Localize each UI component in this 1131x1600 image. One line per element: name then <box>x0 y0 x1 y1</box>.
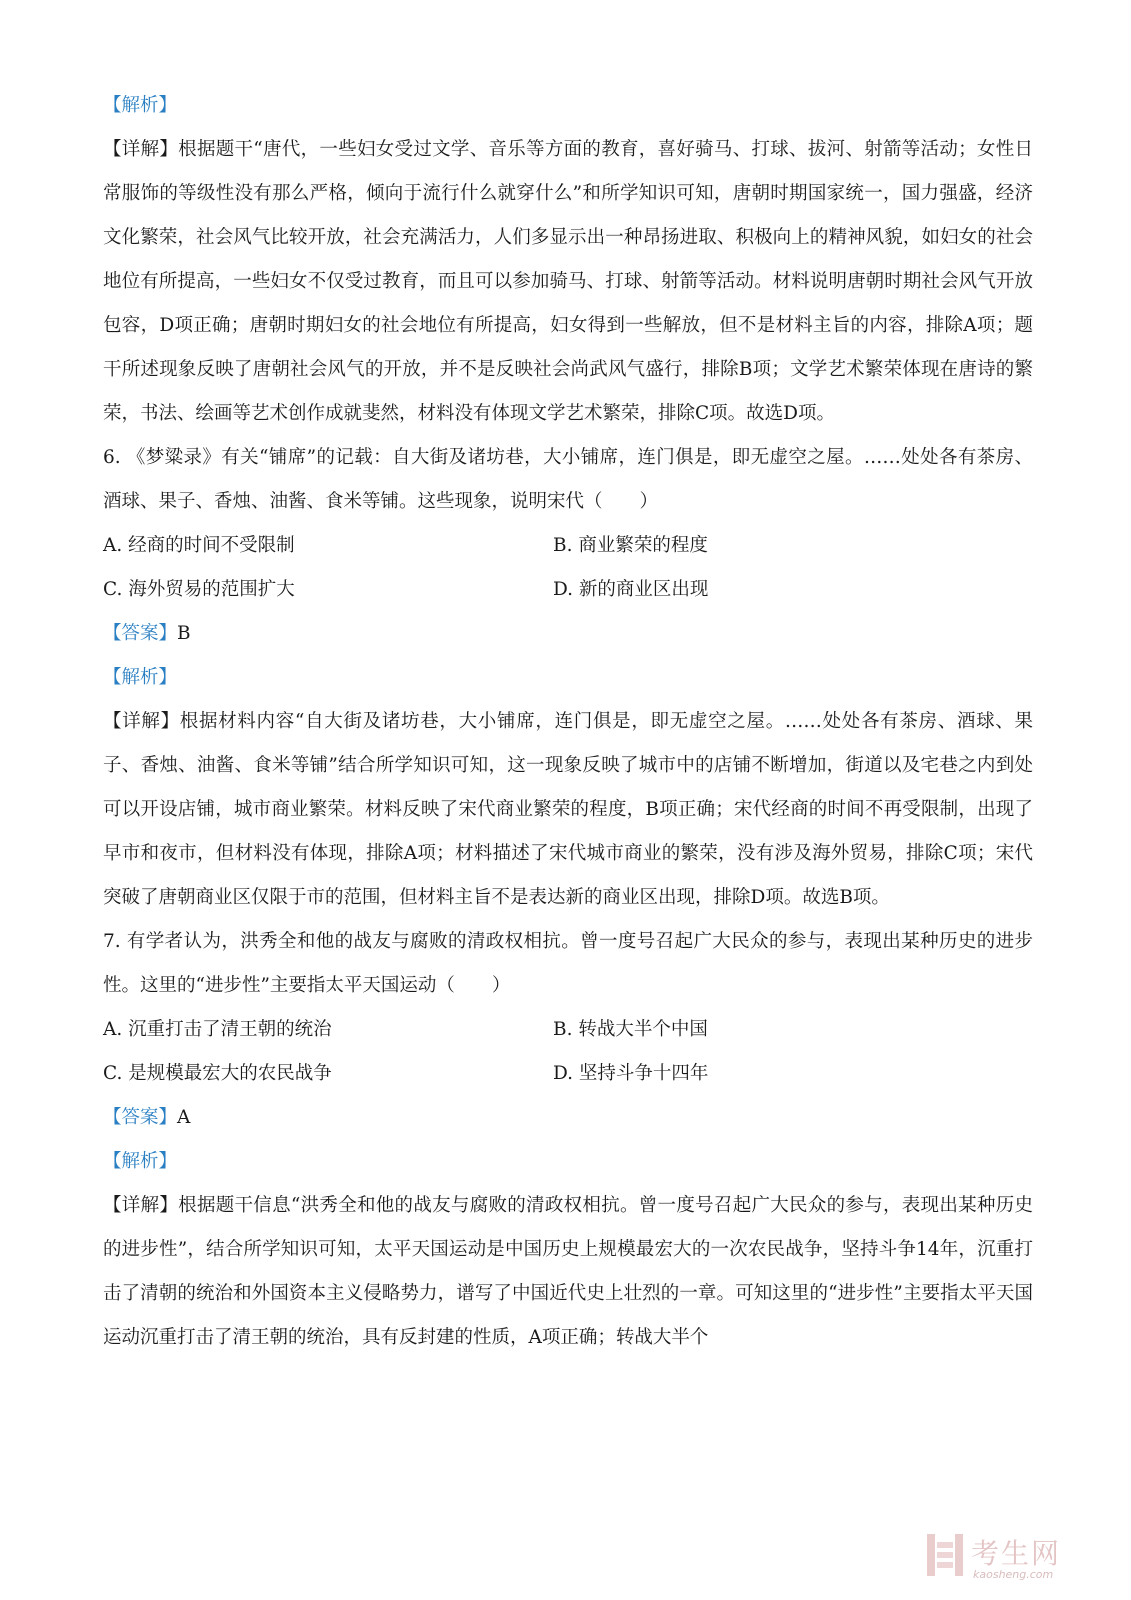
analysis-tag: 【解析】 <box>103 95 178 116</box>
q7-answer <box>103 1096 1033 1140</box>
q6-options-row-1 <box>103 524 1033 568</box>
q7-options-row-2 <box>103 1052 1033 1096</box>
document-page <box>103 84 1033 1360</box>
q7-option-b: B. 转战大半个中国 <box>553 1019 708 1040</box>
q6-analysis-heading <box>103 656 1033 700</box>
analysis-tag: 【解析】 <box>103 667 178 688</box>
answer-tag: 【答案】 <box>103 623 178 644</box>
q6-option-a: A. 经商的时间不受限制 <box>103 535 295 556</box>
answer-value: A <box>177 1107 191 1128</box>
detail-text: 根据题干“唐代，一些妇女受过文学、音乐等方面的教育，喜好骑马、打球、拔河、射箭等活动；女性日常服饰的等级性没有那么严格，倾向于流行什么就穿什么”和所学知识可知，唐朝时期国家统一，国力强盛，经济文化繁荣，社会风气比较开放，社会充满活力，人们多显示出一种昂扬进取、积极向上的精神风貌，如妇女的社会地位有所提高，一些妇女不仅受过教育，而且可以参加骑马、打球、射箭等活动。材料说明唐朝时期社会风气开放包容，D项正确；唐朝时期妇女的社会地位有所提高，妇女得到一些解放，但不是材料主旨的内容，排除A项；题干所述现象反映了唐朝社会风气的开放，并不是反映社会尚武风气盛行，排除B项；文学艺术繁荣体现在唐诗的繁荣，书法、绘画等艺术创作成就斐然，材料没有体现文学艺术繁荣，排除C项。故选D项。 <box>103 139 1033 424</box>
q7-option-a: A. 沉重打击了清王朝的统治 <box>103 1019 332 1040</box>
q6-detail <box>103 700 1033 920</box>
q6-answer <box>103 612 1033 656</box>
detail-text: 根据材料内容“自大街及诸坊巷，大小铺席，连门俱是，即无虚空之屋。……处处各有茶房、酒球、果子、香烛、油酱、食米等铺”结合所学知识可知，这一现象反映了城市中的店铺不断增加，街道以及宅巷之内到处可以开设店铺，城市商业繁荣。材料反映了宋代商业繁荣的程度，B项正确；宋代经商的时间不再受限制，出现了早市和夜市，但材料没有体现，排除A项；材料描述了宋代城市商业的繁荣，没有涉及海外贸易，排除C项；宋代突破了唐朝商业区仅限于市的范围，但材料主旨不是表达新的商业区出现，排除D项。故选B项。 <box>103 711 1033 908</box>
q6-option-d: D. 新的商业区出现 <box>553 579 709 600</box>
detail-tag: 【详解】 <box>103 711 180 732</box>
q6-option-c: C. 海外贸易的范围扩大 <box>103 579 295 600</box>
watermark-name: 考生网 <box>971 1537 1062 1570</box>
q7-analysis-heading <box>103 1140 1033 1184</box>
q7-question: 7. 有学者认为，洪秀全和他的战友与腐败的清政权相抗。曾一度号召起广大民众的参与，表现出某种历史的进步性。这里的“进步性”主要指太平天国运动（ ） <box>103 931 1033 996</box>
detail-tag: 【详解】 <box>103 139 179 160</box>
q6-options-row-2 <box>103 568 1033 612</box>
q6-option-b: B. 商业繁荣的程度 <box>553 535 708 556</box>
watermark <box>925 1530 1115 1590</box>
q7-option-c: C. 是规模最宏大的农民战争 <box>103 1063 332 1084</box>
q5-detail <box>103 128 1033 436</box>
watermark-url: kaosheng.com <box>973 1568 1054 1581</box>
watermark-logo-icon <box>925 1530 965 1580</box>
q7-options-row-1 <box>103 1008 1033 1052</box>
answer-value: B <box>177 623 191 644</box>
answer-tag: 【答案】 <box>103 1107 178 1128</box>
detail-tag: 【详解】 <box>103 1195 179 1216</box>
analysis-tag: 【解析】 <box>103 1151 178 1172</box>
q7-option-d: D. 坚持斗争十四年 <box>553 1063 709 1084</box>
detail-text: 根据题干信息“洪秀全和他的战友与腐败的清政权相抗。曾一度号召起广大民众的参与，表现出某种历史的进步性”，结合所学知识可知，太平天国运动是中国历史上规模最宏大的一次农民战争，坚持斗争14年，沉重打击了清朝的统治和外国资本主义侵略势力，谱写了中国近代史上壮烈的一章。可知这里的“进步性”主要指太平天国运动沉重打击了清王朝的统治，具有反封建的性质，A项正确；转战大半个 <box>103 1195 1033 1348</box>
q7-detail <box>103 1184 1033 1360</box>
q5-analysis-heading <box>103 84 1033 128</box>
q6-question: 6. 《梦粱录》有关“铺席”的记载：自大街及诸坊巷，大小铺席，连门俱是，即无虚空之屋。……处处各有茶房、酒球、果子、香烛、油酱、食米等铺。这些现象，说明宋代（ ） <box>103 447 1033 512</box>
